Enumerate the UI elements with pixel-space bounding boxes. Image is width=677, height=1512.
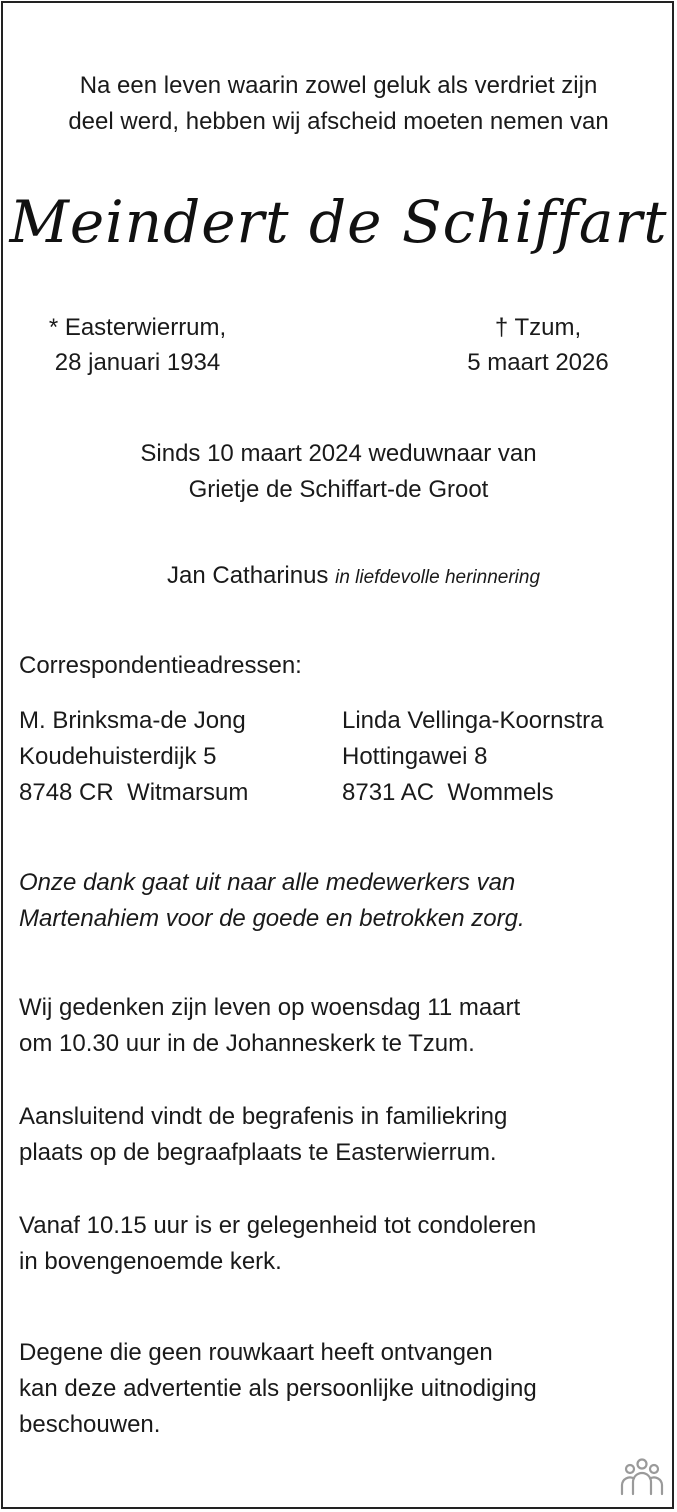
address-left-city: 8748 CR Witmarsum [19, 779, 249, 806]
burial-line-1: Aansluitend vindt de begrafenis in familiekring [19, 1103, 508, 1130]
widower-line-1: Sinds 10 maart 2024 weduwnaar van [140, 440, 537, 467]
condolence-line-2: in bovengenoemde kerk. [19, 1248, 282, 1275]
birth-place: * Easterwierrum, [48, 314, 227, 341]
people-group-icon [619, 1456, 665, 1496]
remembrance-note: in liefdevolle herinnering [335, 567, 541, 588]
address-left-name: M. Brinksma-de Jong [19, 707, 246, 734]
invitation-line-3: beschouwen. [19, 1411, 161, 1438]
address-right-street: Hottingawei 8 [342, 743, 488, 770]
deceased-name: Meindert de Schiffart [9, 188, 668, 256]
burial-line-2: plaats op de begraafplaats te Easterwierrum. [19, 1139, 497, 1166]
service-line-2: om 10.30 uur in de Johanneskerk te Tzum. [19, 1030, 475, 1057]
service-line-1: Wij gedenken zijn leven op woensdag 11 maart [19, 994, 521, 1021]
thanks-line-2: Martenahiem voor de goede en betrokken zorg. [19, 905, 525, 932]
correspondence-heading: Correspondentieadressen: [19, 652, 302, 679]
invitation-line-1: Degene die geen rouwkaart heeft ontvangen [19, 1339, 493, 1366]
invitation-line-2: kan deze advertentie als persoonlijke uitnodiging [19, 1375, 537, 1402]
widower-line-2: Grietje de Schiffart-de Groot [188, 476, 489, 503]
condolence-line-1: Vanaf 10.15 uur is er gelegenheid tot condoleren [19, 1212, 537, 1239]
thanks-line-1: Onze dank gaat uit naar alle medewerkers van [19, 869, 516, 896]
remembrance-name: Jan Catharinus [167, 562, 329, 589]
death-date: 5 maart 2026 [467, 349, 609, 376]
death-place: † Tzum, [494, 314, 582, 341]
address-right-name: Linda Vellinga-Koornstra [342, 707, 604, 734]
intro-line-1: Na een leven waarin zowel geluk als verdriet zijn [79, 72, 598, 99]
address-right-city: 8731 AC Wommels [342, 779, 554, 806]
intro-line-2: deel werd, hebben wij afscheid moeten nemen van [68, 108, 609, 135]
address-left-street: Koudehuisterdijk 5 [19, 743, 217, 770]
birth-date: 28 januari 1934 [54, 349, 221, 376]
remembrance-line [167, 558, 540, 596]
